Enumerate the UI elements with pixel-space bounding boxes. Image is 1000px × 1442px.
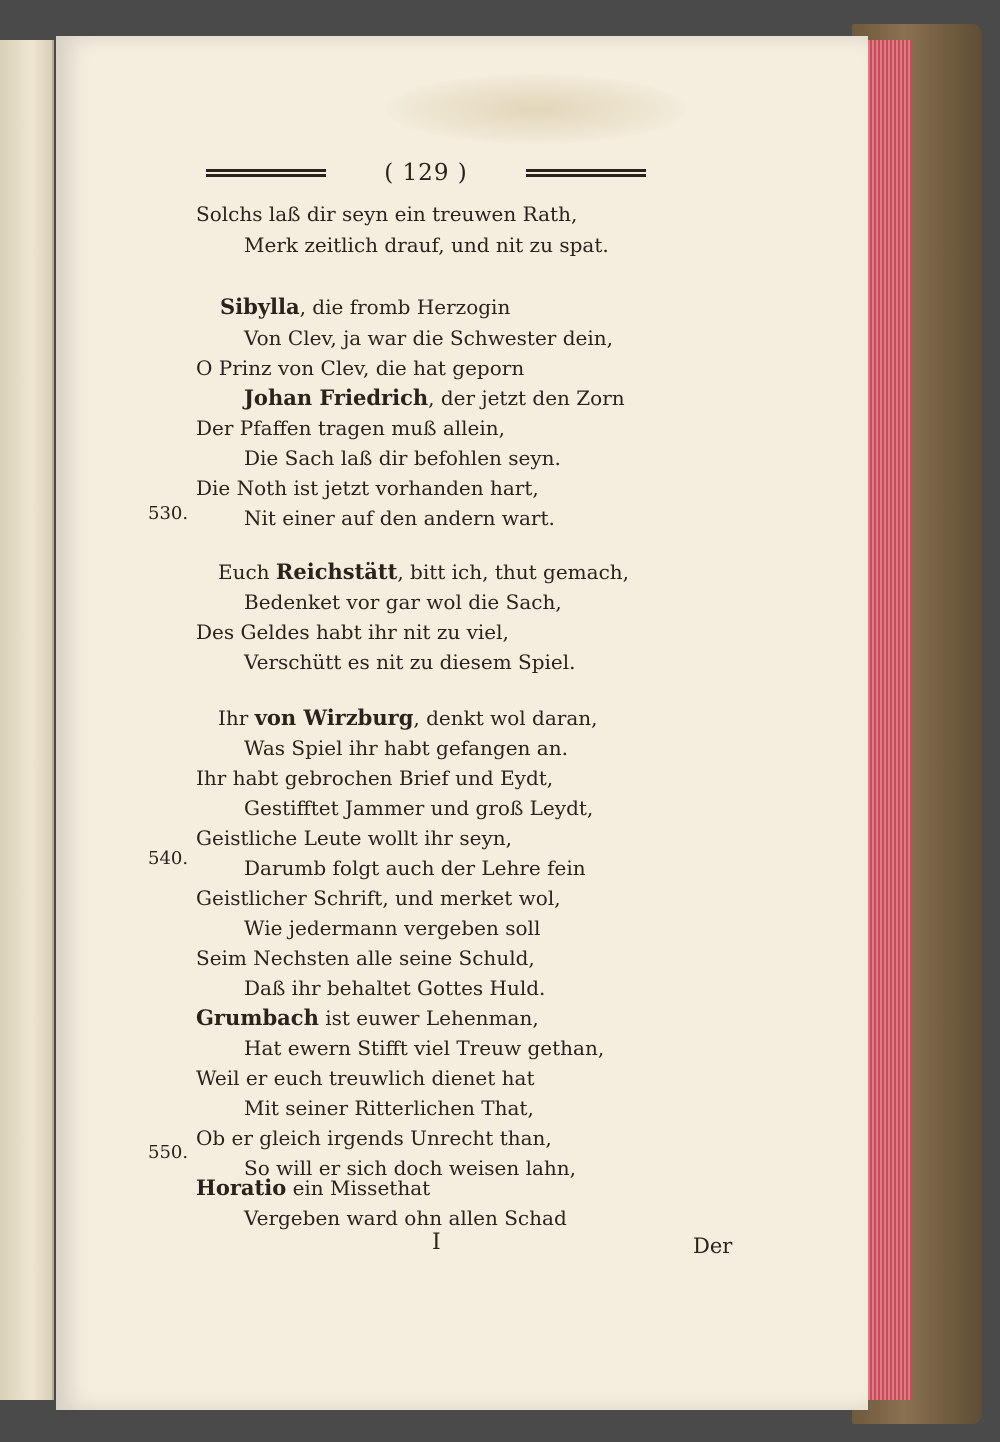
line-number-540: 540. [148, 848, 189, 869]
verse-line [218, 560, 629, 584]
page-number: ( 129 ) [384, 160, 468, 186]
verse-line-text: Vergeben ward ohn allen Schad [244, 1206, 567, 1230]
verse-line [196, 946, 535, 970]
header-rule-right [526, 169, 646, 177]
verse-line [244, 796, 593, 820]
verse-line-text: Gestifftet Jammer und groß Leydt, [244, 796, 594, 820]
verse-line-text: Wie jedermann vergeben soll [244, 916, 541, 940]
verse-line [244, 446, 561, 470]
catchword: Der [693, 1234, 733, 1258]
verse-line-text: Der Pfaffen tragen muß allein, [196, 416, 506, 440]
verse-line-prefix: Ihr [218, 706, 255, 730]
verse-line [196, 826, 512, 850]
verse-line-text: Geistliche Leute wollt ihr seyn, [196, 826, 512, 850]
verse-line [244, 650, 576, 674]
verse-emphasis: von Wirzburg [254, 705, 414, 730]
verse-line-text: Die Sach laß dir befohlen seyn. [244, 446, 561, 470]
verse-line-text: ein Missethat [286, 1176, 431, 1200]
verse-line-text: Mit seiner Ritterlichen That, [244, 1096, 534, 1120]
verse-line-text: O Prinz von Clev, die hat geporn [196, 356, 525, 380]
verse-line-text: , die fromb Herzogin [299, 295, 511, 319]
verse-line-text: , denkt wol daran, [413, 706, 598, 730]
line-number-530: 530. [148, 503, 189, 524]
verse-line [196, 766, 553, 790]
verse-emphasis: Grumbach [196, 1005, 319, 1030]
red-page-edges [866, 40, 912, 1400]
verse-line-text: Merk zeitlich drauf, und nit zu spat. [244, 233, 609, 257]
verse-line [196, 620, 509, 644]
verse-line-text: Ihr habt gebrochen Brief und Eydt, [196, 766, 554, 790]
verse-line [196, 1126, 552, 1150]
verse-line [244, 736, 568, 760]
verse-line-text: So will er sich doch weisen lahn, [244, 1156, 577, 1180]
verse-line [196, 1006, 539, 1030]
verse-line-text: Bedenket vor gar wol die Sach, [244, 590, 562, 614]
verse-line [244, 1096, 534, 1120]
verse-line-text: Von Clev, ja war die Schwester dein, [244, 326, 613, 350]
verse-emphasis: Johan Friedrich [244, 385, 429, 410]
verse-line [244, 326, 613, 350]
verse-emphasis: Horatio [196, 1175, 287, 1200]
verse-line-text: Daß ihr behaltet Gottes Huld. [244, 976, 546, 1000]
header-rule-left [206, 169, 326, 177]
verse-line [244, 386, 625, 410]
verse-line-text: Was Spiel ihr habt gefangen an. [244, 736, 568, 760]
page-header [206, 158, 646, 188]
verse-line-text: Solchs laß dir seyn ein treuwen Rath, [196, 202, 578, 226]
verse-line [244, 856, 586, 880]
verse-line [244, 506, 555, 530]
line-number-550: 550. [148, 1142, 189, 1163]
verse-line [220, 295, 510, 319]
verse-line-text: Des Geldes habt ihr nit zu viel, [196, 620, 509, 644]
verse-line-text: Geistlicher Schrift, und merket wol, [196, 886, 561, 910]
verse-line [244, 233, 609, 257]
verse-emphasis: Sibylla [220, 294, 300, 319]
verse-line-text: Darumb folgt auch der Lehre fein [244, 856, 586, 880]
verse-line [244, 916, 540, 940]
verse-line [244, 590, 562, 614]
verse-line [244, 1206, 567, 1230]
verse-line-text: Weil er euch treuwlich dienet hat [196, 1066, 535, 1090]
verse-line [196, 886, 561, 910]
verse-line-text: Ob er gleich irgends Unrecht than, [196, 1126, 552, 1150]
verse-line [244, 976, 545, 1000]
verse-line-text: Verschütt es nit zu diesem Spiel. [244, 650, 576, 674]
verse-line-text: , der jetzt den Zorn [428, 386, 625, 410]
verse-line [196, 202, 577, 226]
verse-line-text: Hat ewern Stifft viel Treuw gethan, [244, 1036, 605, 1060]
verse-line-text: , bitt ich, thut gemach, [397, 560, 630, 584]
verse-line [196, 1176, 430, 1200]
verse-line [218, 706, 598, 730]
verse-emphasis: Reichstätt [275, 559, 398, 584]
water-stain [386, 74, 686, 144]
facing-page-edge [0, 40, 54, 1400]
verse-line [196, 1066, 534, 1090]
verse-line [244, 1036, 604, 1060]
verse-line [196, 356, 524, 380]
verse-line-text: ist euwer Lehenman, [318, 1006, 539, 1030]
verse-line-prefix: Euch [218, 560, 276, 584]
verse-line-text: Die Noth ist jetzt vorhanden hart, [196, 476, 539, 500]
signature-mark: I [432, 1230, 441, 1255]
verse-line-text: Nit einer auf den andern wart. [244, 506, 555, 530]
verse-line-text: Seim Nechsten alle seine Schuld, [196, 946, 535, 970]
verse-line [196, 416, 505, 440]
verse-line [196, 476, 539, 500]
